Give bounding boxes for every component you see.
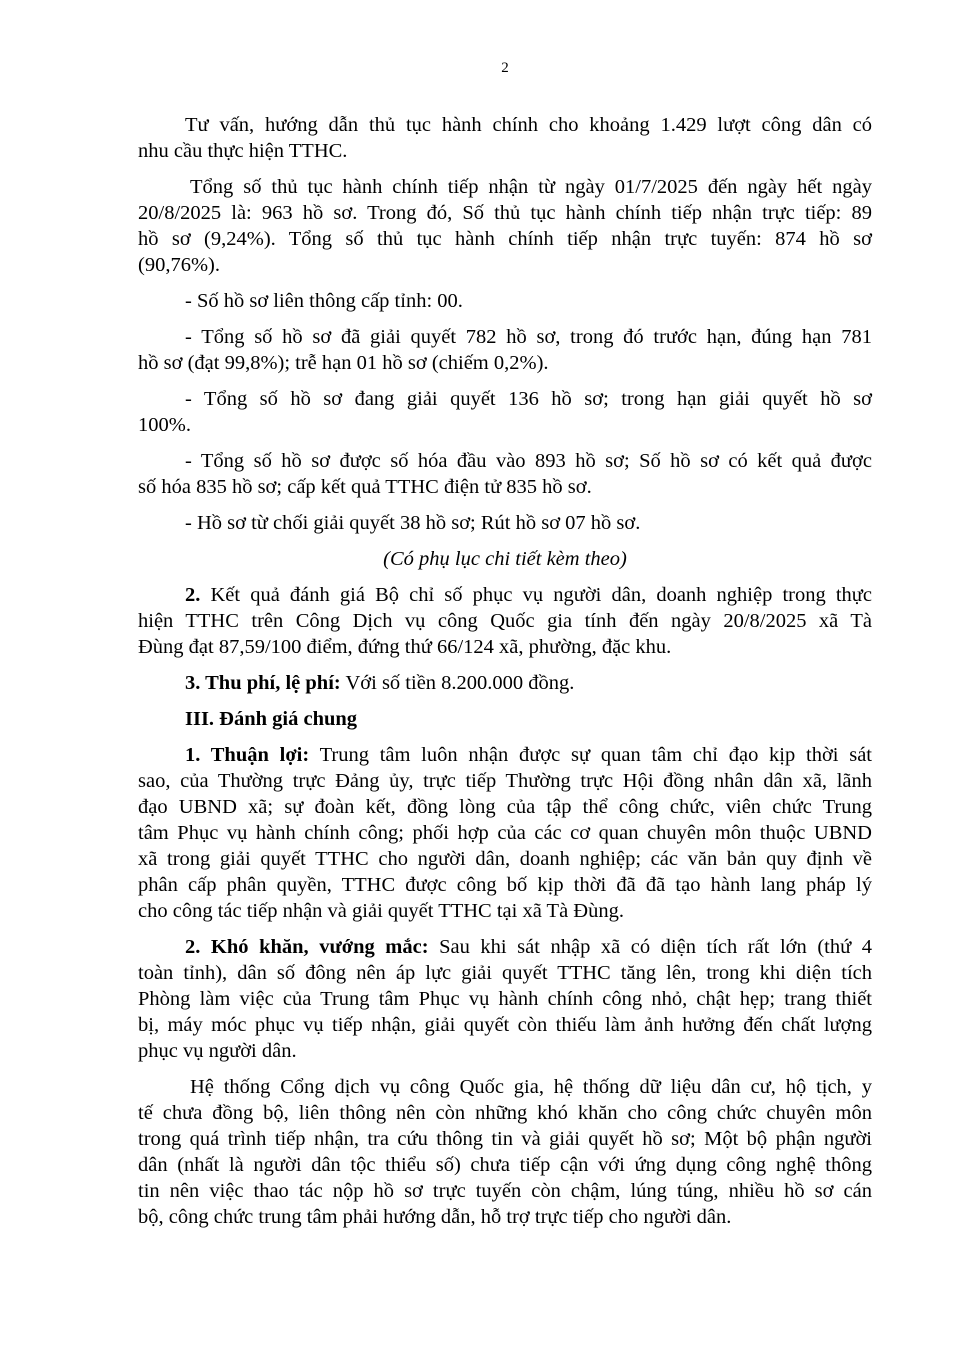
section-2-line	[185, 582, 872, 608]
advantages-line: đạo UBND xã; sự đoàn kết, đồng lòng của tập thể công chức, viên chức Trung	[138, 796, 872, 818]
advantages-line: sao, của Thường trực Đảng ủy, trực tiếp Thường trực Hội đồng nhân dân xã, lãnh	[138, 770, 872, 792]
paragraph-line: hồ sơ (9,24%). Tổng số thủ tục hành chính tiếp nhận trực tuyến: 874 hồ sơ	[138, 228, 872, 250]
section-3-text: Với số tiền 8.200.000 đồng.	[340, 672, 575, 694]
bullet-line: hồ sơ (đạt 99,8%); trễ hạn 01 hồ sơ (chiếm 0,2%).	[138, 352, 549, 374]
paragraph-line: nhu cầu thực hiện TTHC.	[138, 140, 348, 162]
difficulties-line: bị, máy móc phục vụ tiếp nhận, giải quyết còn thiếu làm ảnh hưởng đến chất lượng	[138, 1014, 872, 1036]
bullet-line: số hóa 835 hồ sơ; cấp kết quả TTHC điện tử 835 hồ sơ.	[138, 476, 592, 498]
page-number: 2	[501, 60, 509, 76]
system-line: tin nên việc thao tác nộp hồ sơ trực tuyến còn chậm, lúng túng, nhiều hồ sơ cán	[138, 1180, 872, 1202]
paragraph-line: (90,76%).	[138, 254, 220, 276]
bullet-line: 100%.	[138, 414, 191, 436]
difficulties-line	[185, 934, 872, 960]
system-line: Hệ thống Cổng dịch vụ công Quốc gia, hệ thống dữ liệu dân cư, hộ tịch, y	[190, 1076, 872, 1098]
paragraph-line: Tổng số thủ tục hành chính tiếp nhận từ ngày 01/7/2025 đến ngày hết ngày	[190, 176, 872, 198]
system-line: tế chưa đồng bộ, liên thông nên còn những khó khăn cho công chức chuyên môn	[138, 1102, 872, 1124]
advantages-heading: 1. Thuận lợi:	[185, 744, 310, 766]
difficulties-heading: 2. Khó khăn, vướng mắc:	[185, 936, 429, 958]
advantages-line: cho công tác tiếp nhận và giải quyết TTHC tại xã Tà Đùng.	[138, 900, 624, 922]
bullet-line: - Tổng số hồ sơ đang giải quyết 136 hồ sơ; trong hạn giải quyết hồ sơ	[185, 388, 872, 410]
difficulties-line: phục vụ người dân.	[138, 1040, 297, 1062]
system-line: bộ, công chức trung tâm phải hướng dẫn, hỗ trợ trực tiếp cho người dân.	[138, 1206, 732, 1228]
advantages-line: xã trong giải quyết TTHC cho người dân, doanh nghiệp; các văn bản quy định về	[138, 848, 872, 870]
difficulties-line: toàn tỉnh), dân số đông nên áp lực giải quyết TTHC tăng lên, trong khi diện tích	[138, 962, 872, 984]
section-2-line: hiện TTHC trên Công Dịch vụ công Quốc gia tính đến ngày 20/8/2025 xã Tà	[138, 610, 872, 632]
system-line: dân (nhất là người dân tộc thiểu số) chưa tiếp cận với ứng dụng công nghệ thông	[138, 1154, 872, 1176]
system-line: trong quá trình tiếp nhận, tra cứu thông tin và giải quyết hồ sơ; Một bộ phận người	[138, 1128, 872, 1150]
difficulties-text: Sau khi sát nhập xã có diện tích rất lớn (thứ 4	[428, 936, 872, 958]
section-heading: III. Đánh giá chung	[185, 708, 358, 730]
advantages-line: tâm Phục vụ hành chính công; phối hợp của các cơ quan chuyên môn thuộc UBND	[138, 822, 872, 844]
advantages-text: Trung tâm luôn nhận được sự quan tâm chỉ đạo kịp thời sát	[309, 744, 872, 766]
bullet-line: - Tổng số hồ sơ đã giải quyết 782 hồ sơ, trong đó trước hạn, đúng hạn 781	[185, 326, 872, 348]
appendix-note: (Có phụ lục chi tiết kèm theo)	[383, 548, 627, 570]
section-2-text: Kết quả đánh giá Bộ chỉ số phục vụ người dân, doanh nghiệp trong thực	[200, 584, 872, 606]
section-3-heading: 3. Thu phí, lệ phí:	[185, 672, 341, 694]
section-2-number: 2.	[185, 584, 201, 606]
advantages-line	[185, 742, 872, 768]
section-3-line	[185, 670, 872, 696]
bullet-line: - Số hồ sơ liên thông cấp tỉnh: 00.	[185, 290, 463, 312]
section-2-line: Đùng đạt 87,59/100 điểm, đứng thứ 66/124 xã, phường, đặc khu.	[138, 636, 672, 658]
bullet-line: - Tổng số hồ sơ được số hóa đầu vào 893 hồ sơ; Số hồ sơ có kết quả được	[185, 450, 872, 472]
paragraph-line: 20/8/2025 là: 963 hồ sơ. Trong đó, Số thủ tục hành chính tiếp nhận trực tiếp: 89	[138, 202, 872, 224]
advantages-line: phân cấp phân quyền, TTHC được công bố kịp thời đã đã tạo hành lang pháp lý	[138, 874, 872, 896]
paragraph-line: Tư vấn, hướng dẫn thủ tục hành chính cho khoảng 1.429 lượt công dân có	[185, 114, 872, 136]
difficulties-line: Phòng làm việc của Trung tâm Phục vụ hành chính công nhỏ, chật hẹp; trang thiết	[138, 988, 872, 1010]
bullet-line: - Hồ sơ từ chối giải quyết 38 hồ sơ; Rút hồ sơ 07 hồ sơ.	[185, 512, 641, 534]
